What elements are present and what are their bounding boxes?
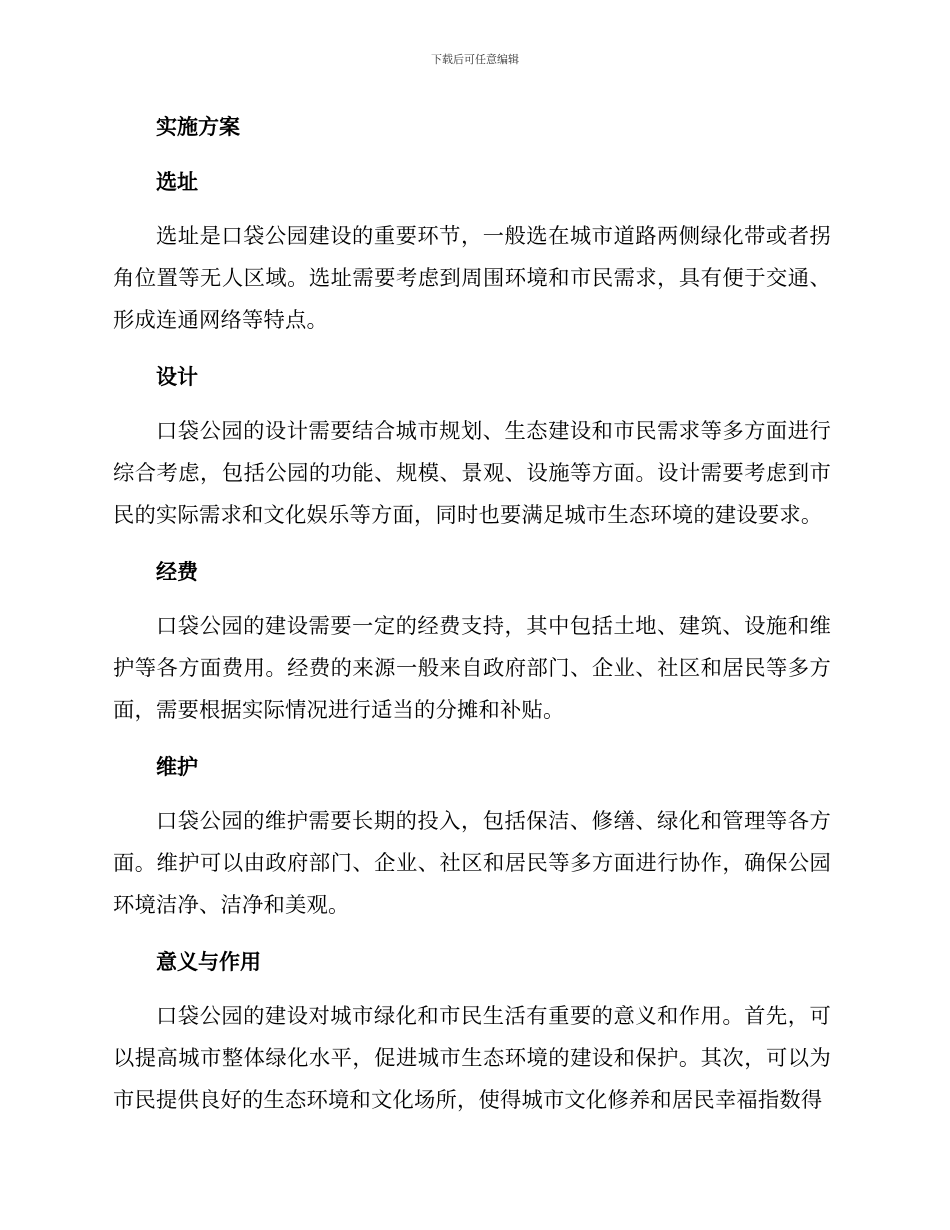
section-heading-design: 设计 bbox=[156, 365, 198, 389]
section-heading-site-selection: 选址 bbox=[156, 170, 198, 194]
section-heading-significance: 意义与作用 bbox=[156, 950, 261, 974]
section-body-design: 口袋公园的设计需要结合城市规划、生态建设和市民需求等多方面进行综合考虑，包括公园的功能、规模、景观、设施等方面。设计需要考虑到市民的实际需求和文化娱乐等方面，同时也要满足城市生态环境的建设要求。 bbox=[113, 419, 831, 528]
document-title: 实施方案 bbox=[156, 115, 240, 139]
page-header: 下载后可任意编辑 bbox=[431, 53, 519, 66]
section-body-funding: 口袋公园的建设需要一定的经费支持，其中包括土地、建筑、设施和维护等各方面费用。经费的来源一般来自政府部门、企业、社区和居民等多方面，需要根据实际情况进行适当的分摊和补贴。 bbox=[113, 614, 831, 723]
section-body-significance: 口袋公园的建设对城市绿化和市民生活有重要的意义和作用。首先，可以提高城市整体绿化水平，促进城市生态环境的建设和保护。其次，可以为市民提供良好的生态环境和文化场所，使得城市文化修养和居民幸福指数得 bbox=[113, 1004, 831, 1113]
section-heading-maintenance: 维护 bbox=[156, 755, 198, 779]
document-content bbox=[113, 107, 831, 1122]
section-heading-funding: 经费 bbox=[156, 560, 198, 584]
section-body-maintenance: 口袋公园的维护需要长期的投入，包括保洁、修缮、绿化和管理等各方面。维护可以由政府部门、企业、社区和居民等多方面进行协作，确保公园环境洁净、洁净和美观。 bbox=[113, 809, 831, 918]
section-body-site-selection: 选址是口袋公园建设的重要环节，一般选在城市道路两侧绿化带或者拐角位置等无人区域。选址需要考虑到周围环境和市民需求，具有便于交通、形成连通网络等特点。 bbox=[113, 224, 831, 333]
